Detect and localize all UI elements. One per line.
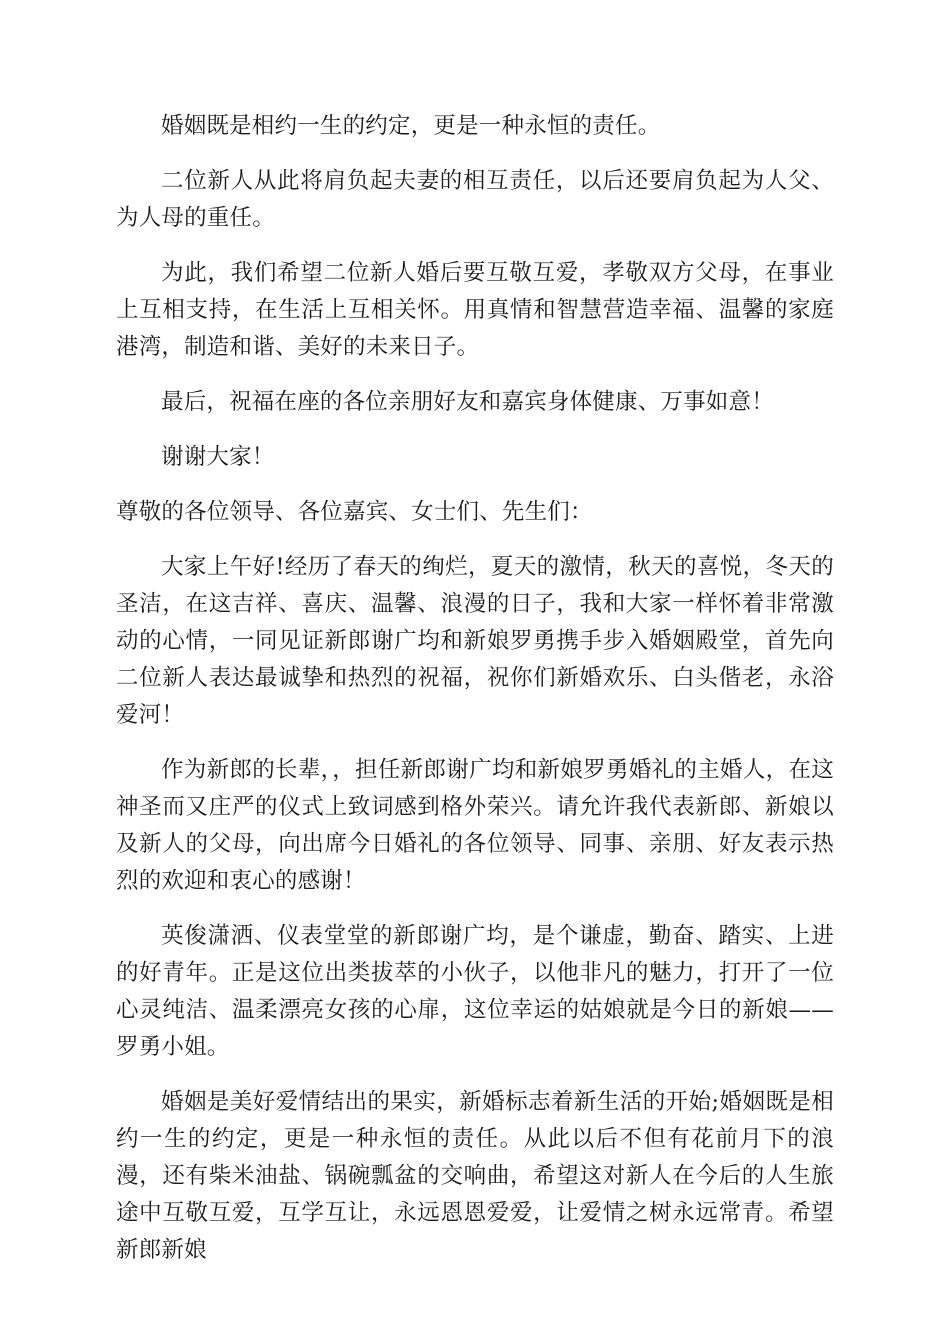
paragraph-blessing: 最后，祝福在座的各位亲朋好友和嘉宾身体健康、万事如意！	[161, 389, 774, 415]
paragraph-marriage-fruit: 婚姻是美好爱情结出的果实，新婚标志着新生活的开始;婚姻既是相约一生的约定，更是一种永恒的责任。从此以后不但有花前月下的浪漫，还有柴米油盐、锅碗瓢盆的交响曲，希望这对新人在今后的人生旅途中互敬互爱，互学互让，永远恩恩爱爱，让爱情之树永远常青。希望新郎新娘	[116, 1089, 834, 1263]
paragraph-greeting: 大家上午好!经历了春天的绚烂，夏天的激情，秋天的喜悦，冬天的圣洁，在这吉祥、喜庆、温馨、浪漫的日子，我和大家一样怀着非常激动的心情，一同见证新郎谢广均和新娘罗勇携手步入婚姻殿堂，首先向二位新人表达最诚挚和热烈的祝福，祝你们新婚欢乐、白头偕老，永浴爱河！	[116, 554, 834, 728]
paragraph-hopes: 为此，我们希望二位新人婚后要互敬互爱，孝敬双方父母，在事业上互相支持，在生活上互相关怀。用真情和智慧营造幸福、温馨的家庭港湾，制造和谐、美好的未来日子。	[116, 260, 834, 360]
paragraph-salutation: 尊敬的各位领导、各位嘉宾、女士们、先生们：	[116, 499, 593, 525]
document-body	[116, 108, 834, 1287]
paragraph-couple-responsibility: 二位新人从此将肩负起夫妻的相互责任，以后还要肩负起为人父、为人母的重任。	[116, 168, 834, 231]
paragraph-thanks: 谢谢大家！	[161, 444, 275, 470]
paragraph-officiant-intro: 作为新郎的长辈，，担任新郎谢广均和新娘罗勇婚礼的主婚人，在这神圣而又庄严的仪式上致词感到格外荣兴。请允许我代表新郎、新娘以及新人的父母，向出席今日婚礼的各位领导、同事、亲朋、好友表示热烈的欢迎和衷心的感谢！	[116, 757, 834, 894]
paragraph-groom-praise: 英俊潇洒、仪表堂堂的新郎谢广均，是个谦虚，勤奋、踏实、上进的好青年。正是这位出类拔萃的小伙子，以他非凡的魅力，打开了一位心灵纯洁、温柔漂亮女孩的心扉，这位幸运的姑娘就是今日的新娘——罗勇小姐。	[116, 923, 834, 1060]
paragraph-marriage-promise: 婚姻既是相约一生的约定，更是一种永恒的责任。	[161, 113, 661, 139]
